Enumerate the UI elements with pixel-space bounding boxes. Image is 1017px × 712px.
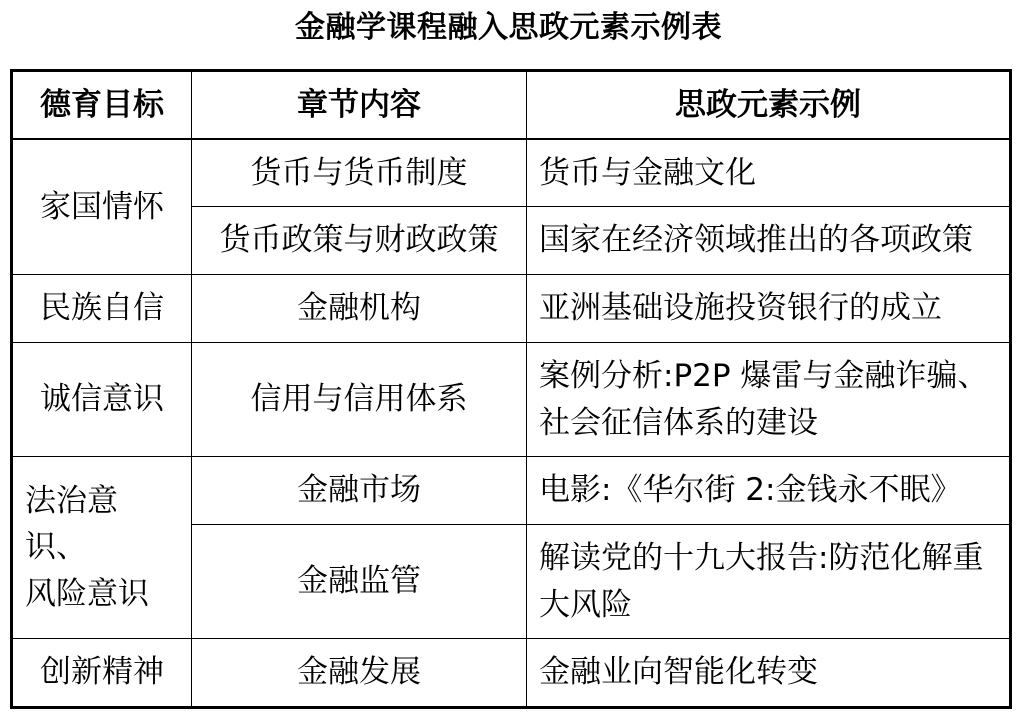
chapter-cell: 信用与信用体系 bbox=[192, 343, 527, 457]
goal-cell bbox=[12, 457, 192, 639]
header-example: 思政元素示例 bbox=[527, 71, 1011, 139]
table-row bbox=[12, 639, 1011, 708]
chapter-cell: 金融监管 bbox=[192, 525, 527, 639]
example-cell: 亚洲基础设施投资银行的成立 bbox=[527, 275, 1011, 343]
example-cell: 案例分析:P2P 爆雷与金融诈骗、社会征信体系的建设 bbox=[527, 343, 1011, 457]
chapter-cell: 货币与货币制度 bbox=[192, 139, 527, 207]
chapter-cell: 金融机构 bbox=[192, 275, 527, 343]
example-cell: 解读党的十九大报告:防范化解重大风险 bbox=[527, 525, 1011, 639]
header-goal: 德育目标 bbox=[12, 71, 192, 139]
header-row bbox=[12, 71, 1011, 139]
table-title: 金融学课程融入思政元素示例表 bbox=[295, 10, 722, 45]
chapter-cell: 金融市场 bbox=[192, 457, 527, 525]
goal-cell: 诚信意识 bbox=[12, 343, 192, 457]
example-cell: 国家在经济领域推出的各项政策 bbox=[527, 207, 1011, 275]
goal-line: 法治意识、 bbox=[25, 482, 118, 566]
goal-line: 风险意识 bbox=[25, 575, 149, 612]
goal-cell: 民族自信 bbox=[12, 275, 192, 343]
course-table bbox=[10, 69, 1012, 709]
chapter-cell: 金融发展 bbox=[192, 639, 527, 708]
example-cell: 金融业向智能化转变 bbox=[527, 639, 1011, 708]
table-row bbox=[12, 275, 1011, 343]
chapter-cell: 货币政策与财政政策 bbox=[192, 207, 527, 275]
table-row bbox=[12, 343, 1011, 457]
table-row bbox=[12, 139, 1011, 207]
header-chapter: 章节内容 bbox=[192, 71, 527, 139]
goal-cell: 家国情怀 bbox=[12, 139, 192, 275]
goal-cell: 创新精神 bbox=[12, 639, 192, 708]
table-row bbox=[12, 457, 1011, 525]
example-cell: 电影:《华尔街 2:金钱永不眠》 bbox=[527, 457, 1011, 525]
example-cell: 货币与金融文化 bbox=[527, 139, 1011, 207]
